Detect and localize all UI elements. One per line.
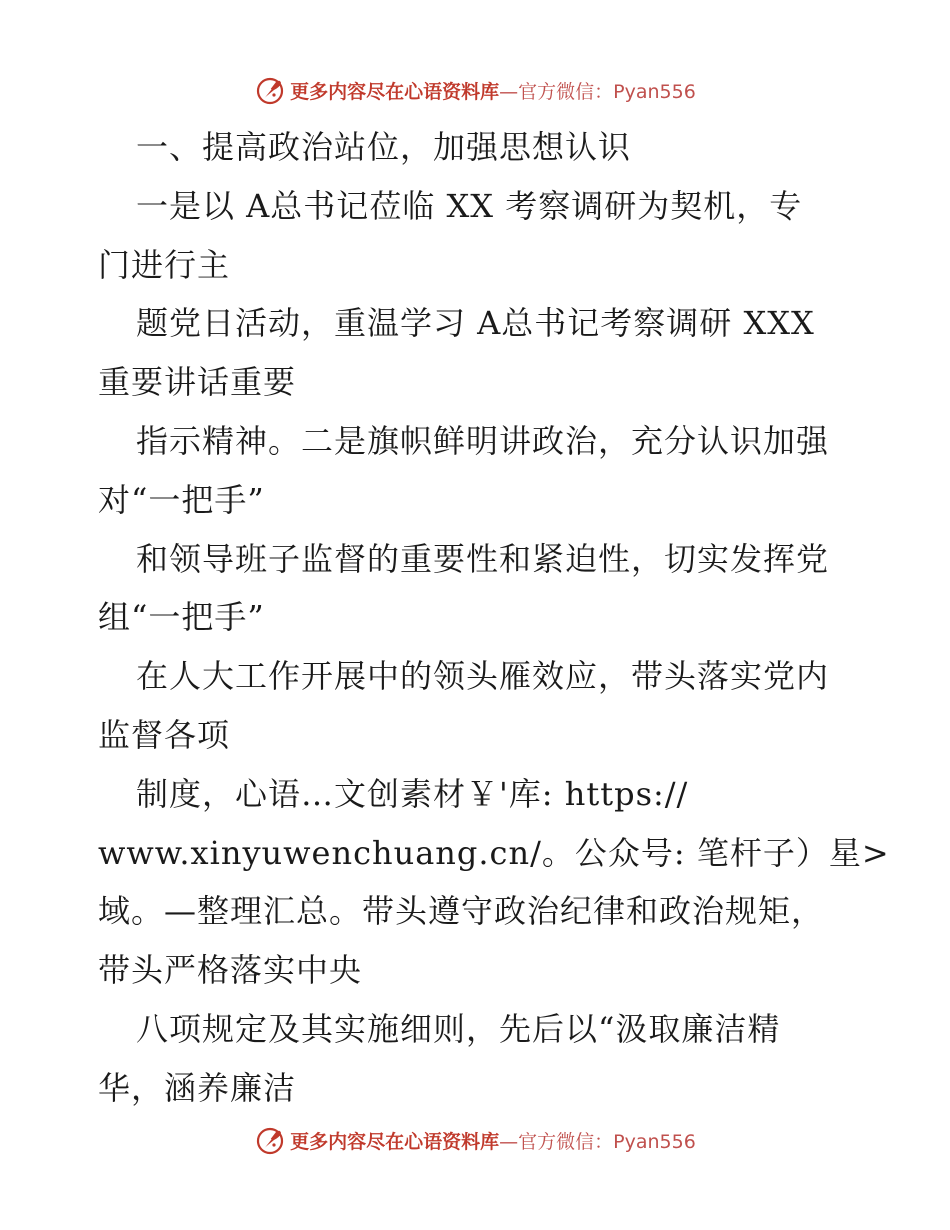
- watermark-text: 更多内容尽在心语资料库—官方微信：Pyan556: [290, 1130, 696, 1153]
- feather-pen-logo-icon: [254, 74, 286, 106]
- text-line: 域。—整理汇总。带头遵守政治纪律和政治规矩，: [98, 892, 825, 931]
- text-line: www.xinyuwenchuang.cn/。公众号: 笔杆子）星>: [98, 833, 890, 872]
- text-line: 组“一把手”: [98, 598, 265, 637]
- text-line: 八项规定及其实施细则，先后以“汲取廉洁精: [136, 1009, 781, 1048]
- document-body: [98, 118, 890, 1118]
- text-line: 题党日活动，重温学习 A总书记考察调研 XXX: [136, 304, 815, 343]
- text-line: 一是以 A总书记莅临 XX 考察调研为契机，专: [136, 186, 803, 225]
- header-watermark-banner: [0, 68, 950, 112]
- feather-pen-logo-icon: [254, 1124, 286, 1156]
- text-line: 和领导班子监督的重要性和紧迫性，切实发挥党: [136, 539, 830, 578]
- text-line: 门进行主: [98, 245, 231, 284]
- footer-watermark-banner: [0, 1118, 950, 1162]
- text-line: 华，涵养廉洁: [98, 1068, 297, 1107]
- text-line: 指示精神。二是旗帜鲜明讲政治，充分认识加强: [136, 421, 830, 460]
- text-line: 监督各项: [98, 715, 231, 754]
- text-line: 一、提高政治站位，加强思想认识: [136, 128, 632, 166]
- text-line: 制度，心语…文创素材￥'库: https://: [136, 774, 689, 813]
- text-line: 对“一把手”: [98, 480, 265, 519]
- watermark-text: 更多内容尽在心语资料库—官方微信：Pyan556: [290, 80, 696, 103]
- text-line: 重要讲话重要: [98, 363, 297, 402]
- text-line: 带头严格落实中央: [98, 951, 363, 990]
- text-line: 在人大工作开展中的领头雁效应，带头落实党内: [136, 657, 830, 696]
